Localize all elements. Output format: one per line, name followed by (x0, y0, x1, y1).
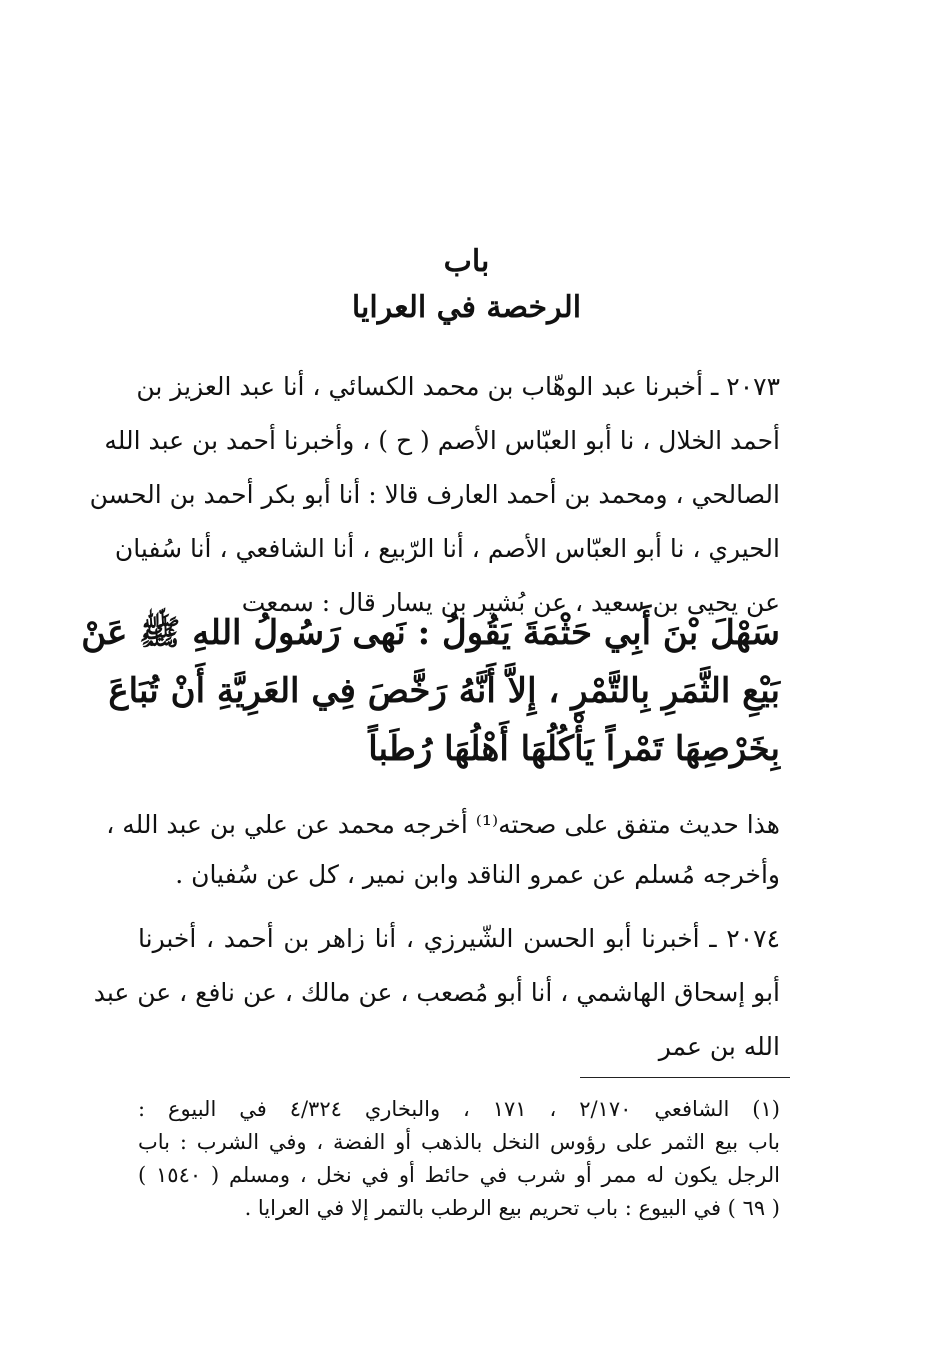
chapter-label: باب (443, 244, 490, 279)
footnote-line: باب بيع الثمر على رؤوس النخل بالذهب أو الفضة ، وفي الشرب : باب (138, 1130, 780, 1154)
text-line: عن يحيى بن سعيد ، عن بُشير بن يسار قال : سمعت (241, 588, 780, 617)
chapter-title: الرخصة في العرايا (351, 290, 582, 325)
footnote-line: (١) الشافعي ٢/١٧٠ ، ١٧١ ، والبخاري ٤/٣٢٤ في البيوع : (138, 1097, 780, 1121)
text-line: ٢٠٧٤ ـ أخبرنا أبو الحسن الشّيرزي ، أنا زاهر بن أحمد ، أخبرنا (138, 924, 780, 953)
text-line: الحيري ، نا أبو العبّاس الأصم ، أنا الرّبيع ، أنا الشافعي ، أنا سُفيان (114, 534, 780, 563)
text-line: الصالحي ، ومحمد بن أحمد العارف قالا : أنا أبو بكر أحمد بن الحسن (89, 480, 780, 509)
text-line: وأخرجه مُسلم عن عمرو الناقد وابن نمير ، كل عن سُفيان . (175, 860, 780, 889)
footnotes (138, 1093, 780, 1225)
footnote-line: الرجل يكون له ممر أو شرب في حائط أو في نخل ، ومسلم ( ١٥٤٠ ) (138, 1163, 780, 1187)
text-line: هذا حديث متفق على صحته⁽¹⁾ أخرجه محمد عن علي بن عبد الله ، (106, 810, 780, 839)
text-line: أحمد الخلال ، نا أبو العبّاس الأصم ( ح ) ، وأخبرنا أحمد بن عبد الله (104, 426, 780, 455)
footnote-line: ( ٦٩ ) في البيوع : باب تحريم بيع الرطب بالتمر إلا في العرايا . (244, 1196, 780, 1220)
hadith-2073-isnad (89, 360, 780, 630)
matn-line: بَيْعِ الثَّمَرِ بِالتَّمْرِ ، إِلاَّ أَنَّهُ رَخَّصَ فِي العَرِيَّةِ أَنْ تُبَاعَ (108, 671, 780, 711)
matn-line: سَهْلَ بْنَ أَبِي حَثْمَةَ يَقُولُ : نَهى رَسُولُ اللهِ ﷺ عَنْ (81, 613, 780, 653)
text-line: أبو إسحاق الهاشمي ، أنا أبو مُصعب ، عن مالك ، عن نافع ، عن عبد (93, 978, 780, 1007)
hadith-2074-isnad (93, 912, 780, 1074)
matn-line: بِخَرْصِهَا تَمْراً يَأْكُلُهَا أَهْلُهَا رُطَباً (368, 729, 780, 769)
footnote-divider (580, 1077, 790, 1078)
text-line: الله بن عمر (658, 1032, 780, 1061)
text-line: ٢٠٧٣ ـ أخبرنا عبد الوهّاب بن محمد الكسائي ، أنا عبد العزيز بن (136, 372, 780, 401)
hadith-2073-takhrij (106, 800, 780, 900)
hadith-2073-matn (81, 604, 780, 778)
